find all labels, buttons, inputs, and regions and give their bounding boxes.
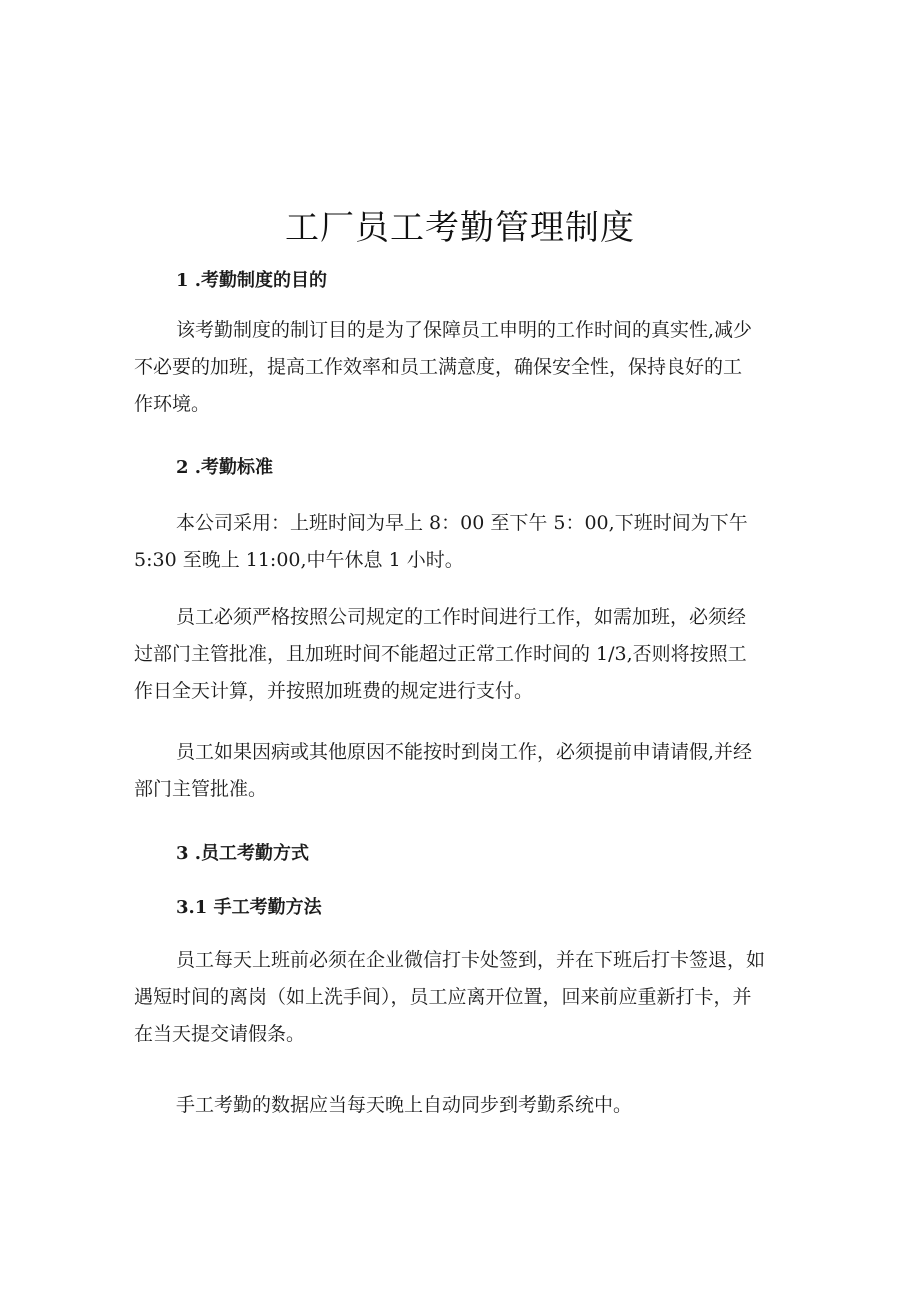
document-title: 工厂员工考勤管理制度 — [285, 208, 635, 248]
section-heading-purpose: 1 .考勤制度的目的 — [176, 270, 328, 291]
paragraph-data-sync — [134, 1087, 798, 1124]
paragraph-line: 本公司采用：上班时间为早上 8：00 至下午 5：00,下班时间为下午 — [176, 512, 748, 534]
paragraph-line: 5:30 至晚上 11:00,中午休息 1 小时。 — [134, 549, 464, 571]
paragraph-line: 该考勤制度的制订目的是为了保障员工申明的工作时间的真实性,减少 — [176, 319, 753, 341]
paragraph-line: 部门主管批准。 — [134, 778, 268, 800]
paragraph-line: 员工必须严格按照公司规定的工作时间进行工作，如需加班，必须经 — [176, 606, 747, 628]
subsection-heading-manual: 3.1 手工考勤方法 — [176, 897, 322, 918]
paragraph-overtime — [134, 599, 798, 710]
paragraph-line: 员工每天上班前必须在企业微信打卡处签到，并在下班后打卡签退，如 — [176, 949, 766, 971]
paragraph-leave — [134, 734, 798, 808]
paragraph-working-hours — [134, 505, 798, 579]
section-heading-methods: 3 .员工考勤方式 — [176, 843, 310, 864]
paragraph-line: 遇短时间的离岗（如上洗手间），员工应离开位置，回来前应重新打卡，并 — [134, 986, 752, 1008]
paragraph-purpose — [134, 312, 798, 423]
paragraph-line: 不必要的加班，提高工作效率和员工满意度，确保安全性，保持良好的工 — [134, 356, 743, 378]
paragraph-manual-checkin — [134, 942, 798, 1053]
paragraph-line: 作日全天计算，并按照加班费的规定进行支付。 — [134, 680, 534, 702]
section-heading-standard: 2 .考勤标准 — [176, 457, 274, 478]
paragraph-line: 员工如果因病或其他原因不能按时到岗工作，必须提前申请请假,并经 — [176, 741, 753, 763]
paragraph-line: 在当天提交请假条。 — [134, 1023, 306, 1045]
paragraph-line: 作环境。 — [134, 393, 211, 415]
paragraph-line: 过部门主管批准，且加班时间不能超过正常工作时间的 1/3,否则将按照工 — [134, 643, 747, 665]
paragraph-line: 手工考勤的数据应当每天晚上自动同步到考勤系统中。 — [176, 1094, 633, 1116]
